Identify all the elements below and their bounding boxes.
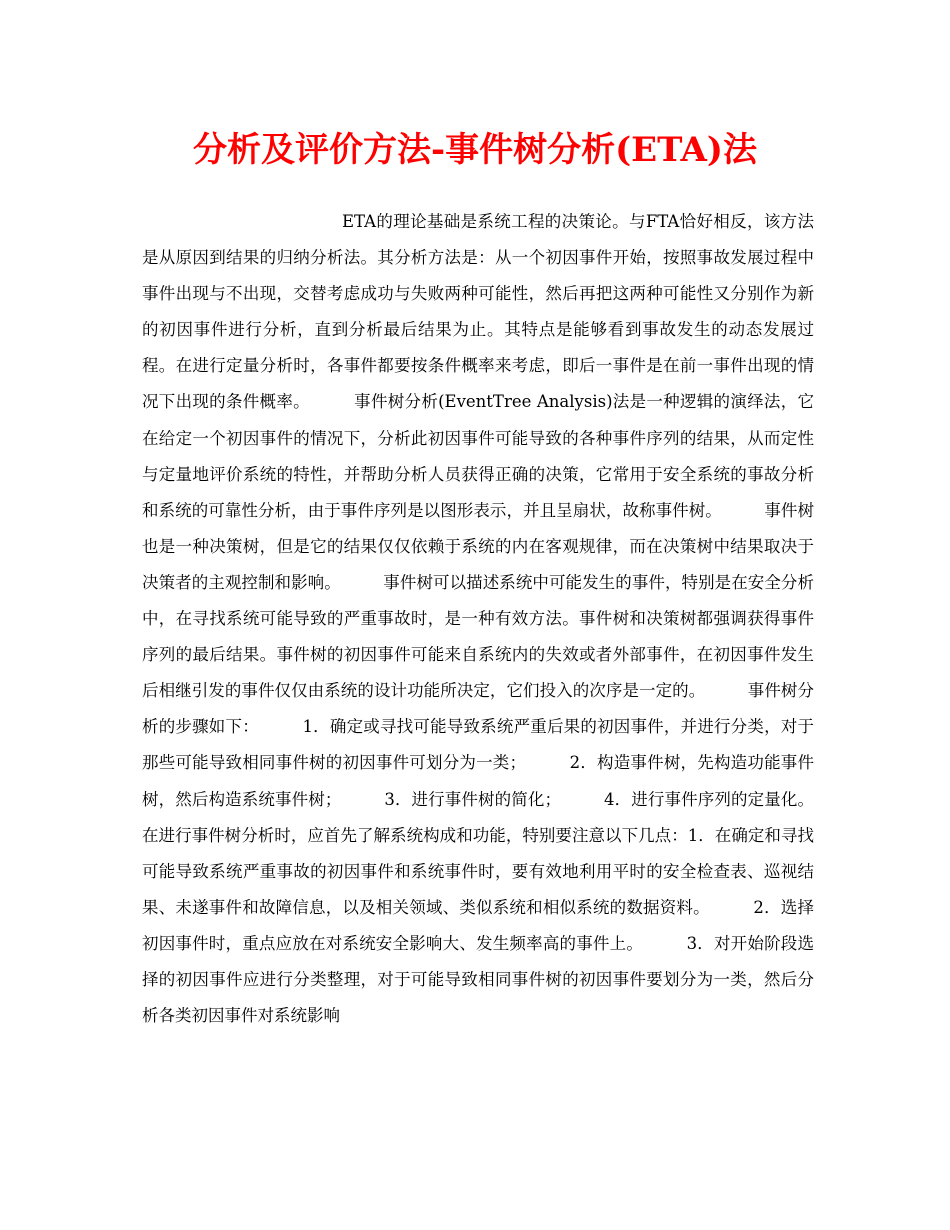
document-body: ETA的理论基础是系统工程的决策论。与FTA恰好相反，该方法是从原因到结果的归纳分析法。其分析方法是：从一个初因事件开始，按照事故发展过程中事件出现与不出现，交替考虑成功与失败两种可能性，然后再把这两种可能性又分别作为新的初因事件进行分析，直到分析最后结果为止。其特点是能够看到事故发生的动态发展过程。在进行定量分析时，各事件都要按条件概率来考虑，即后一事件是在前一事件出现的情况下出现的条件概率。 事件树分析(EventTree Analysis)法是一种逻辑的演绎法，它在给定一个初因事件的情况下，分析此初因事件可能导致的各种事件序列的结果，从而定性与定量地评价系统的特性，并帮助分析人员获得正确的决策，它常用于安全系统的事故分析和系统的可靠性分析，由于事件序列是以图形表示，并且呈扇状，故称事件树。 事件树也是一种决策树，但是它的结果仅仅依赖于系统的内在客观规律，而在决策树中结果取决于决策者的主观控制和影响。 事件树可以描述系统中可能发生的事件，特别是在安全分析中，在寻找系统可能导致的严重事故时，是一种有效方法。事件树和决策树都强调获得事件序列的最后结果。事件树的初因事件可能来自系统内的失效或者外部事件，在初因事件发生后相继引发的事件仅仅由系统的设计功能所决定，它们投入的次序是一定的。 事件树分析的步骤如下： 1．确定或寻找可能导致系统严重后果的初因事件，并进行分类，对于那些可能导致相同事件树的初因事件可划分为一类； 2．构造事件树，先构造功能事件树，然后构造系统事件树； 3．进行事件树的简化； 4．进行事件序列的定量化。在进行事件树分析时，应首先了解系统构成和功能，特别要注意以下几点：1．在确定和寻找可能导致系统严重事故的初因事件和系统事件时，要有效地利用平时的安全检查表、巡视结果、未遂事件和故障信息，以及相关领域、类似系统和相似系统的数据资料。 2．选择初因事件时，重点应放在对系统安全影响大、发生频率高的事件上。 3．对开始阶段选择的初因事件应进行分类整理，对于可能导致相同事件树的初因事件要划分为一类，然后分析各类初因事件对系统影响 (142, 212, 814, 1026)
document-title: 分析及评价方法-事件树分析(ETA)法 (192, 130, 758, 170)
